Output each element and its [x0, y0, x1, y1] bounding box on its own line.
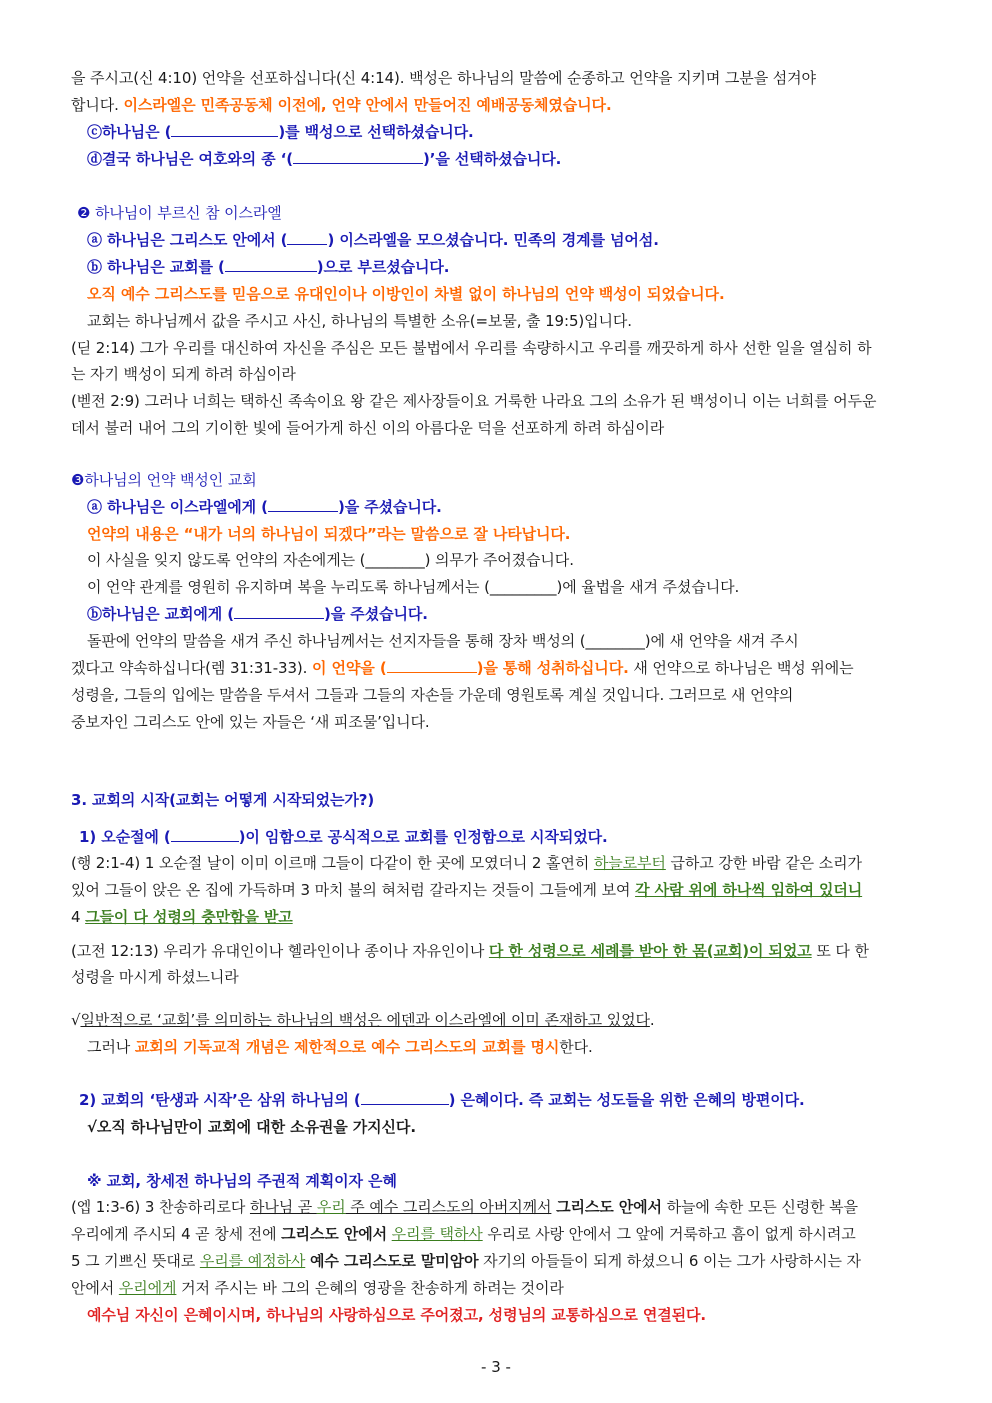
- scripture-line: (엡 1:3-6) 3 찬송하리로다 하나님 곧 우리 주 예수 그리스도의 아버지께서 그리스도 안에서 하늘에 속한 모든 신령한 복을: [71, 1198, 858, 1216]
- scripture-line: (고전 12:13) 우리가 유대인이나 헬라인이나 종이나 자유인이나 다 한 성령으로 세례를 받아 한 몸(교회)이 되었고 또 다 한: [71, 942, 869, 960]
- body-line: 교회는 하나님께서 값을 주시고 사신, 하나님의 특별한 소유(=보물, 출 19:5)입니다.: [87, 312, 632, 330]
- answer-blank: [387, 657, 477, 673]
- answer-blank: [287, 229, 327, 245]
- body-line: 이 사실을 잊지 않도록 언약의 자손에게는 (________) 의무가 주어졌습니다.: [87, 551, 574, 569]
- section-heading: ❷ 하나님이 부르신 참 이스라엘: [77, 204, 282, 222]
- body-line: 합니다. 이스라엘은 민족공동체 이전에, 언약 안에서 만들어진 예배공동체였습니다.: [71, 96, 612, 114]
- scripture-line: (행 2:1-4) 1 오순절 날이 이미 이르매 그들이 다같이 한 곳에 모였더니 2 홀연히 하늘로부터 급하고 강한 바람 같은 소리가: [71, 854, 862, 872]
- fill-in-item-a: ⓐ 하나님은 그리스도 안에서 ( ) 이스라엘을 모으셨습니다. 민족의 경계를 넘어섬.: [87, 231, 659, 249]
- body-line: 중보자인 그리스도 안에 있는 자들은 ‘새 피조물’입니다.: [71, 713, 430, 731]
- fill-in-item-c: ⓒ하나님은 ( )를 백성으로 선택하셨습니다.: [87, 123, 474, 141]
- scripture-line: 는 자기 백성이 되게 하려 하심이라: [71, 365, 296, 383]
- check-note: √일반적으로 ‘교회’를 의미하는 하나님의 백성은 에덴과 이스라엘에 이미 존재하고 있었다.: [71, 1011, 655, 1029]
- fill-in-item-d: ⓓ결국 하나님은 여호와의 종 ‘( )’을 선택하셨습니다.: [87, 150, 562, 168]
- scripture-line: 데서 불러 내어 그의 기이한 빛에 들어가게 하신 이의 아름다운 덕을 선포하게 하려 하심이라: [71, 419, 665, 437]
- scripture-line: (딛 2:14) 그가 우리를 대신하여 자신을 주심은 모든 불법에서 우리를 속량하시고 우리를 깨끗하게 하사 선한 일을 열심히 하: [71, 339, 872, 357]
- answer-blank: [171, 826, 239, 842]
- fill-in-item-a: ⓐ 하나님은 이스라엘에게 ( )을 주셨습니다.: [87, 498, 442, 516]
- body-line: 겠다고 약속하십니다(렘 31:31-33). 이 언약을 ( )을 통해 성취하십니다. 새 언약으로 하나님은 백성 위에는: [71, 659, 854, 677]
- answer-blank: [268, 496, 338, 512]
- scripture-line: (벧전 2:9) 그러나 너희는 택하신 족속이요 왕 같은 제사장들이요 거룩한 나라요 그의 소유가 된 백성이니 이는 너희를 어두운: [71, 392, 877, 410]
- body-line: 성령을, 그들의 입에는 말씀을 두셔서 그들과 그들의 자손들 가운데 영원토록 계실 것입니다. 그러므로 새 언약의: [71, 686, 794, 704]
- subheading-1: 1) 오순절에 ( )이 임함으로 공식적으로 교회를 인정함으로 시작되었다.: [79, 828, 608, 846]
- note-heading: ※ 교회, 창세전 하나님의 주권적 계획이자 은혜: [87, 1172, 397, 1190]
- answer-blank: [361, 1089, 449, 1105]
- scripture-line: 우리에게 주시되 4 곧 창세 전에 그리스도 안에서 우리를 택하사 우리로 사랑 안에서 그 앞에 거룩하고 흠이 없게 하시려고: [71, 1225, 856, 1243]
- answer-blank: [293, 148, 423, 164]
- orange-emphasis: 이스라엘은 민족공동체 이전에, 언약 안에서 만들어진 예배공동체였습니다.: [123, 96, 612, 114]
- orange-emphasis: 오직 예수 그리스도를 믿음으로 유대인이나 이방인이 차별 없이 하나님의 언약 백성이 되었습니다.: [87, 285, 725, 303]
- chapter-heading: 3. 교회의 시작(교회는 어떻게 시작되었는가?): [71, 791, 375, 809]
- scripture-line: 5 그 기쁘신 뜻대로 우리를 예정하사 예수 그리스도로 말미암아 자기의 아들들이 되게 하셨으니 6 이는 그가 사랑하시는 자: [71, 1252, 861, 1270]
- fill-in-item-b: ⓑ 하나님은 교회를 ( )으로 부르셨습니다.: [87, 258, 450, 276]
- body-line: 이 언약 관계를 영원히 유지하며 복을 누리도록 하나님께서는 (_________)에 율법을 새겨 주셨습니다.: [87, 578, 740, 596]
- answer-blank: [234, 603, 324, 619]
- scripture-line: 성령을 마시게 하셨느니라: [71, 968, 239, 986]
- red-emphasis: 예수님 자신이 은혜이시며, 하나님의 사랑하심으로 주어졌고, 성령님의 교통하심으로 연결된다.: [87, 1306, 706, 1324]
- body-line: 돌판에 언약의 말씀을 새겨 주신 하나님께서는 선지자들을 통해 장차 백성의 (________)에 새 언약을 새겨 주시: [87, 632, 799, 650]
- scripture-line: 4 그들이 다 성령의 충만함을 받고: [71, 908, 293, 926]
- answer-blank: [171, 121, 278, 137]
- fill-in-item-b: ⓑ하나님은 교회에게 ( )을 주셨습니다.: [87, 605, 428, 623]
- scripture-line: 안에서 우리에게 거저 주시는 바 그의 은혜의 영광을 찬송하게 하려는 것이라: [71, 1279, 564, 1297]
- orange-emphasis: 이 언약을 ( )을 통해 성취하십니다.: [312, 659, 629, 677]
- check-note: √오직 하나님만이 교회에 대한 소유권을 가지신다.: [87, 1118, 416, 1136]
- orange-emphasis: 언약의 내용은 “내가 너의 하나님이 되겠다”라는 말씀으로 잘 나타납니다.: [87, 525, 571, 543]
- body-line: 을 주시고(신 4:10) 언약을 선포하십니다(신 4:14). 백성은 하나님의 말씀에 순종하고 언약을 지키며 그분을 섬겨야: [71, 69, 816, 87]
- subheading-2: 2) 교회의 ‘탄생과 시작’은 삼위 하나님의 ( ) 은혜이다. 즉 교회는 성도들을 위한 은혜의 방편이다.: [79, 1091, 805, 1109]
- page-number: - 3 -: [481, 1358, 511, 1376]
- scripture-line: 있어 그들이 앉은 온 집에 가득하며 3 마치 불의 혀처럼 갈라지는 것들이 그들에게 보여 각 사람 위에 하나씩 임하여 있더니: [71, 881, 863, 899]
- answer-blank: [225, 256, 317, 272]
- body-line: 그러나 교회의 기독교적 개념은 제한적으로 예수 그리스도의 교회를 명시한다.: [87, 1038, 593, 1056]
- section-heading: ❸하나님의 언약 백성인 교회: [71, 471, 257, 489]
